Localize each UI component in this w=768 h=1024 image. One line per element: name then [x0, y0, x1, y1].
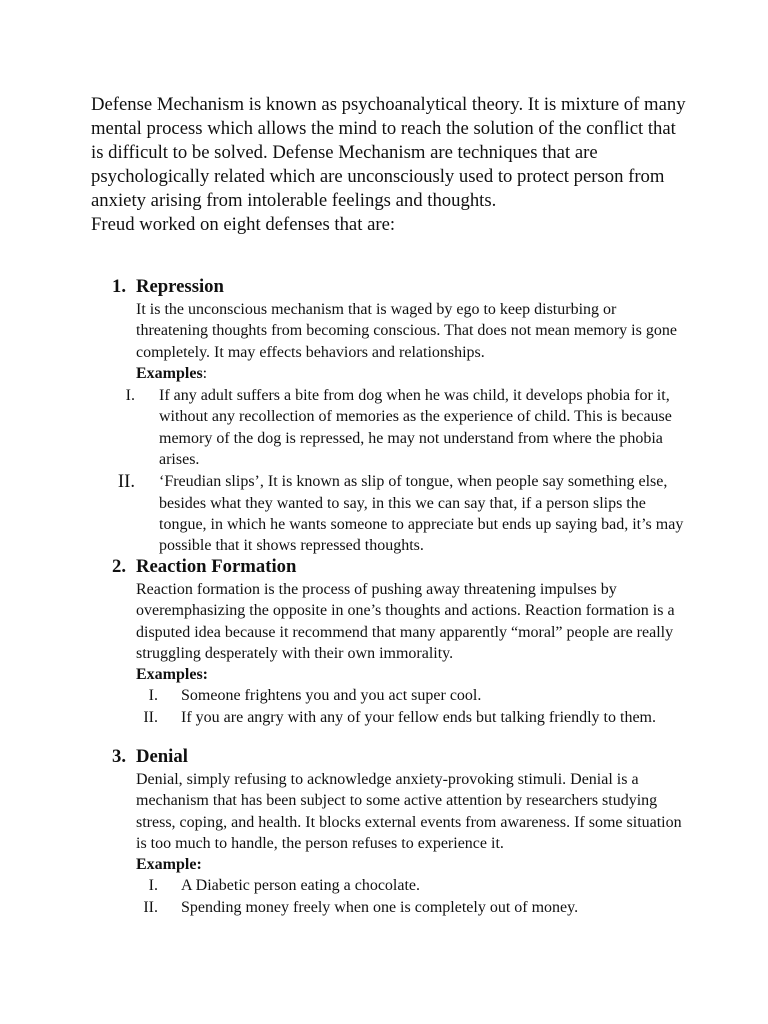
examples-heading: [136, 363, 692, 384]
section-paragraph: Denial, simply refusing to acknowledge anxiety-provoking stimuli. Denial is a mechanism that has been subject to some active attention by researchers studying stress, coping, and health. It blocks external events from awareness. If some situation is too much to handle, the person refuses to experience it.: [136, 771, 682, 852]
section-title: Repression: [136, 276, 224, 297]
example-number: I.: [125, 387, 135, 405]
section-number: 1.: [112, 276, 127, 297]
example-text: Spending money freely when one is completely out of money.: [181, 898, 579, 916]
section-heading: [112, 555, 692, 579]
example-number: I.: [148, 687, 158, 705]
section-reaction-formation: [112, 555, 692, 728]
section-denial: [112, 745, 692, 918]
section-title: Reaction Formation: [136, 556, 297, 577]
example-item: [112, 385, 692, 470]
examples-heading: [136, 664, 692, 685]
example-text: ‘Freudian slips’, It is known as slip of tongue, when people say something else, besides what they wanted to say, in this we can say that, if a person slips the tongue, in which he wants someone to appreciate but ends up saying bad, it’s may possible that it shows repressed thoughts.: [159, 473, 684, 555]
section-number: 2.: [112, 556, 127, 577]
example-text: A Diabetic person eating a chocolate.: [181, 877, 421, 895]
example-number: II.: [117, 471, 135, 493]
example-text: Someone frightens you and you act super cool.: [181, 687, 482, 705]
example-item: [112, 897, 692, 918]
section-body: [136, 769, 692, 875]
intro-lead: Freud worked on eight defenses that are:: [91, 214, 396, 235]
section-body: [136, 299, 692, 384]
section-paragraph: Reaction formation is the process of pushing away threatening impulses by overemphasizing the opposite in one’s thoughts and actions. Reaction formation is a disputed idea because it recommend that many apparently “moral” people are really struggling desperately with their own immorality.: [136, 581, 675, 662]
section-repression: [112, 275, 692, 557]
example-item: [112, 875, 692, 896]
examples-label: Example:: [136, 856, 202, 874]
examples-label: Examples: [136, 364, 203, 382]
section-heading: [112, 745, 692, 769]
examples-suffix: :: [202, 364, 208, 382]
examples-heading: [136, 854, 692, 875]
section-paragraph: It is the unconscious mechanism that is waged by ego to keep disturbing or threatening thoughts from becoming conscious. That does not mean memory is gone completely. It may effects behaviors and relationships.: [136, 301, 677, 361]
example-text: If any adult suffers a bite from dog when he was child, it develops phobia for it, without any recollection of memories as the experience of child. This is because memory of the dog is repressed, he may not understand from where the phobia arises.: [159, 387, 672, 469]
section-heading: [112, 275, 692, 299]
section-body: [136, 579, 692, 685]
examples-label: Examples:: [136, 666, 208, 684]
intro: [91, 93, 691, 237]
intro-paragraph: Defense Mechanism is known as psychoanalytical theory. It is mixture of many mental process which allows the mind to reach the solution of the conflict that is difficult to be solved. Defense Mechanism are techniques that are psychologically related which are unconsciously used to protect person from anxiety arising from intolerable feelings and thoughts.: [91, 94, 686, 211]
example-number: II.: [143, 708, 158, 726]
example-number: II.: [143, 898, 158, 916]
example-item: [112, 685, 692, 706]
example-text: If you are angry with any of your fellow ends but talking friendly to them.: [181, 708, 656, 726]
section-title: Denial: [136, 746, 188, 767]
example-number: I.: [148, 877, 158, 895]
example-item: [112, 707, 692, 728]
section-number: 3.: [112, 746, 127, 767]
example-item: [112, 471, 692, 556]
